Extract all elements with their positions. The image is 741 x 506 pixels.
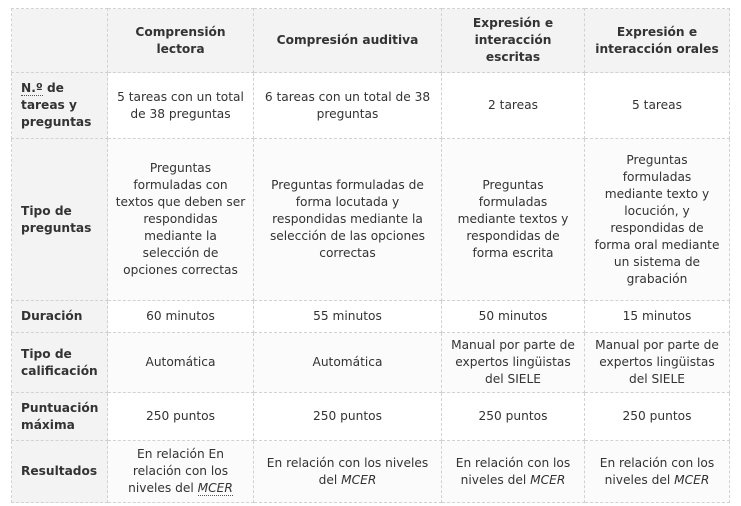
table-cell xyxy=(442,441,585,503)
cell-text: En relación En relación con los niveles del xyxy=(128,447,229,495)
header-corner xyxy=(12,9,108,73)
row-label-duracion: Duración xyxy=(12,301,108,333)
table-cell xyxy=(108,441,254,503)
term-mcer: MCER xyxy=(674,472,710,487)
cell-text: En relación con los niveles del xyxy=(455,455,571,487)
table-cell: 5 tareas xyxy=(585,73,730,139)
cell-text: En relación con los niveles del xyxy=(266,455,429,487)
row-label-tipo-preguntas: Tipo de preguntas xyxy=(12,139,108,301)
exam-comparison-table xyxy=(11,8,730,503)
table-row xyxy=(12,441,730,503)
abbr-mcer: MCER xyxy=(197,481,233,495)
header-comprension-lectora: Comprensión lectora xyxy=(108,9,254,73)
table-cell: Preguntas formuladas con textos que deben ser respondidas mediante la selección de opciones correctas xyxy=(108,139,254,301)
table-cell: Manual por parte de expertos lingüistas del SIELE xyxy=(585,333,730,393)
table-cell: Manual por parte de expertos lingüistas del SIELE xyxy=(442,333,585,393)
table-cell: Preguntas formuladas de forma locutada y respondidas mediante la selección de las opciones correctas xyxy=(254,139,442,301)
table-cell: Automática xyxy=(254,333,442,393)
table-cell: 5 tareas con un total de 38 preguntas xyxy=(108,73,254,139)
header-expresion-oral: Expresión e interacción orales xyxy=(585,9,730,73)
row-label-puntuacion: Puntuación máxima xyxy=(12,393,108,441)
table-cell: Preguntas formuladas mediante texto y locución, y respondidas de forma oral mediante un sistema de grabación xyxy=(585,139,730,301)
term-mcer: MCER xyxy=(341,472,377,487)
row-label-calificacion: Tipo de calificación xyxy=(12,333,108,393)
table-cell: 250 puntos xyxy=(585,393,730,441)
table-cell: 50 minutos xyxy=(442,301,585,333)
term-mcer: MCER xyxy=(530,472,566,487)
table-cell: 15 minutos xyxy=(585,301,730,333)
cell-text: En relación con los niveles del xyxy=(599,455,715,487)
abbr-numero: N.º xyxy=(21,81,43,95)
table-cell: 2 tareas xyxy=(442,73,585,139)
row-label-tareas-text: de tareas y preguntas xyxy=(21,81,92,129)
row-label-resultados: Resultados xyxy=(12,441,108,503)
table-cell: Automática xyxy=(108,333,254,393)
row-label-tareas xyxy=(12,73,108,139)
table-row xyxy=(12,139,730,301)
header-expresion-escrita: Expresión e interacción escritas xyxy=(442,9,585,73)
table-cell: 250 puntos xyxy=(108,393,254,441)
table-cell: 6 tareas con un total de 38 preguntas xyxy=(254,73,442,139)
header-comprension-auditiva: Compresión auditiva xyxy=(254,9,442,73)
table-cell: 55 minutos xyxy=(254,301,442,333)
table-row xyxy=(12,73,730,139)
table-cell: 250 puntos xyxy=(254,393,442,441)
table-cell xyxy=(585,441,730,503)
header-row xyxy=(12,9,730,73)
table-row xyxy=(12,301,730,333)
table-row xyxy=(12,333,730,393)
table-cell: 60 minutos xyxy=(108,301,254,333)
table-cell xyxy=(254,441,442,503)
table-row xyxy=(12,393,730,441)
table-cell: Preguntas formuladas mediante textos y respondidas de forma escrita xyxy=(442,139,585,301)
table-cell: 250 puntos xyxy=(442,393,585,441)
